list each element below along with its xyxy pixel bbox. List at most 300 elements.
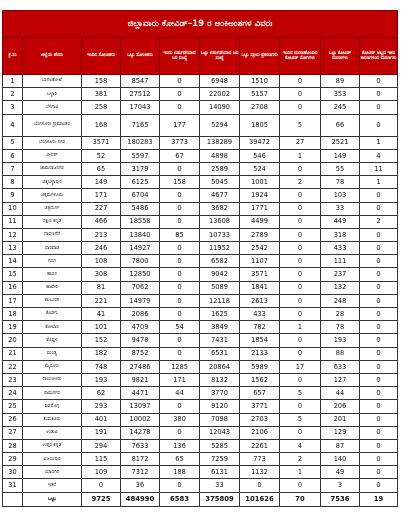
cell-total-discharged: 6948 <box>200 75 240 88</box>
cell-total-deaths: 28 <box>321 308 360 321</box>
cell-today-deaths: 0 <box>280 228 321 241</box>
cell-total-discharged: 12043 <box>200 426 240 439</box>
table-row <box>3 202 398 215</box>
cell-serial: 17 <box>3 294 23 307</box>
cell-serial: 25 <box>3 400 23 413</box>
table-row <box>3 321 398 334</box>
cell-total-deaths: 149 <box>321 149 360 162</box>
cell-total-positive: 14979 <box>121 294 160 307</box>
cell-active-cases: 433 <box>240 308 280 321</box>
cell-today-deaths: 0 <box>280 479 321 492</box>
cell-total-deaths: 201 <box>321 413 360 426</box>
cell-today-deaths: 0 <box>280 215 321 228</box>
cell-district: ರಾಯಚೂರು <box>23 373 82 386</box>
cell-total-positive: 4709 <box>121 321 160 334</box>
table-row <box>3 308 398 321</box>
cell-non-covid-deaths: 1 <box>360 176 398 189</box>
total-serial <box>3 492 23 506</box>
cell-non-covid-deaths: 0 <box>360 114 398 136</box>
cell-total-discharged: 6131 <box>200 466 240 479</box>
cell-non-covid-deaths: 11 <box>360 162 398 175</box>
cell-total-discharged: 33 <box>200 479 240 492</box>
cell-today-discharged: 67 <box>160 149 200 162</box>
cell-total-deaths: 3 <box>321 479 360 492</box>
cell-total-positive: 36 <box>121 479 160 492</box>
cell-total-positive: 14927 <box>121 242 160 255</box>
cell-district: ವಿಜಯಪುರ <box>23 453 82 466</box>
cell-total-discharged: 4677 <box>200 189 240 202</box>
cell-total-discharged: 4898 <box>200 149 240 162</box>
cell-district: ಕೊಡಗು <box>23 308 82 321</box>
cell-total-discharged: 3849 <box>200 321 240 334</box>
cell-total-deaths: 78 <box>321 321 360 334</box>
cell-today-deaths: 5 <box>280 387 321 400</box>
cell-today-positive: 0 <box>82 479 121 492</box>
cell-serial: 14 <box>3 255 23 268</box>
cell-total-positive: 18558 <box>121 215 160 228</box>
cell-active-cases: 2708 <box>240 101 280 114</box>
cell-active-cases: 1854 <box>240 334 280 347</box>
table-row <box>3 88 398 101</box>
cell-today-positive: 81 <box>82 281 121 294</box>
cell-today-positive: 62 <box>82 387 121 400</box>
cell-today-positive: 308 <box>82 268 121 281</box>
cell-serial: 9 <box>3 189 23 202</box>
cell-serial: 1 <box>3 75 23 88</box>
table-row <box>3 189 398 202</box>
cell-total-deaths: 245 <box>321 101 360 114</box>
cell-serial: 12 <box>3 228 23 241</box>
cell-today-positive: 108 <box>82 255 121 268</box>
table-row <box>3 466 398 479</box>
cell-active-cases: 1805 <box>240 114 280 136</box>
cell-total-discharged: 3682 <box>200 202 240 215</box>
cell-serial: 4 <box>3 114 23 136</box>
cell-district: ಇತರೆ <box>23 479 82 492</box>
header-district: ಜಿಲ್ಲೆಯ ಹೆಸರು <box>23 38 82 75</box>
cell-district: ಯಾದಗಿರಿ <box>23 466 82 479</box>
table-row <box>3 255 398 268</box>
cell-today-deaths: 0 <box>280 88 321 101</box>
cell-non-covid-deaths: 0 <box>360 268 398 281</box>
cell-district: ಕೊಪ್ಪಳ <box>23 334 82 347</box>
cell-today-discharged: 0 <box>160 242 200 255</box>
cell-district: ದಕ್ಷಿಣ ಕನ್ನಡ <box>23 215 82 228</box>
cell-total-deaths: 353 <box>321 88 360 101</box>
cell-today-deaths: 0 <box>280 294 321 307</box>
cell-non-covid-deaths: 0 <box>360 439 398 452</box>
cell-total-deaths: 193 <box>321 334 360 347</box>
cell-total-deaths: 127 <box>321 373 360 386</box>
cell-active-cases: 2789 <box>240 228 280 241</box>
total-today-positive: 9725 <box>82 492 121 506</box>
cell-total-deaths: 449 <box>321 215 360 228</box>
cell-district: ಚಿಕ್ಕಬಳ್ಳಾಪುರ <box>23 176 82 189</box>
cell-active-cases: 39472 <box>240 136 280 149</box>
cell-today-discharged: 85 <box>160 228 200 241</box>
cell-district: ಕೋಲಾರ <box>23 321 82 334</box>
cell-total-deaths: 633 <box>321 360 360 373</box>
cell-today-discharged: 136 <box>160 439 200 452</box>
table-row <box>3 426 398 439</box>
cell-today-positive: 381 <box>82 88 121 101</box>
cell-active-cases: 1107 <box>240 255 280 268</box>
cell-total-positive: 17043 <box>121 101 160 114</box>
cell-non-covid-deaths: 0 <box>360 360 398 373</box>
cell-total-deaths: 111 <box>321 255 360 268</box>
cell-serial: 2 <box>3 88 23 101</box>
cell-total-positive: 7633 <box>121 439 160 452</box>
cell-today-positive: 182 <box>82 347 121 360</box>
cell-total-positive: 27486 <box>121 360 160 373</box>
cell-total-positive: 8752 <box>121 347 160 360</box>
cell-today-positive: 109 <box>82 466 121 479</box>
cell-active-cases: 5989 <box>240 360 280 373</box>
total-today-discharged: 6583 <box>160 492 200 506</box>
cell-total-deaths: 89 <box>321 75 360 88</box>
cell-non-covid-deaths: 0 <box>360 373 398 386</box>
table-row <box>3 413 398 426</box>
cell-today-positive: 152 <box>82 334 121 347</box>
table-row <box>3 347 398 360</box>
cell-serial: 11 <box>3 215 23 228</box>
cell-serial: 20 <box>3 334 23 347</box>
cell-total-deaths: 33 <box>321 202 360 215</box>
cell-today-deaths: 27 <box>280 136 321 149</box>
cell-today-deaths: 0 <box>280 334 321 347</box>
title-bar <box>3 11 398 38</box>
cell-total-deaths: 78 <box>321 176 360 189</box>
cell-total-positive: 7165 <box>121 114 160 136</box>
cell-serial: 21 <box>3 347 23 360</box>
cell-serial: 22 <box>3 360 23 373</box>
cell-today-discharged: 0 <box>160 88 200 101</box>
cell-today-positive: 3571 <box>82 136 121 149</box>
cell-today-discharged: 0 <box>160 255 200 268</box>
cell-active-cases: 5157 <box>240 88 280 101</box>
cell-non-covid-deaths: 0 <box>360 75 398 88</box>
cell-today-positive: 158 <box>82 75 121 88</box>
cell-today-positive: 213 <box>82 228 121 241</box>
cell-serial: 30 <box>3 466 23 479</box>
cell-today-deaths: 0 <box>280 242 321 255</box>
cell-today-deaths: 0 <box>280 101 321 114</box>
cell-total-positive: 7062 <box>121 281 160 294</box>
cell-non-covid-deaths: 0 <box>360 228 398 241</box>
cell-total-discharged: 11952 <box>200 242 240 255</box>
table-row <box>3 479 398 492</box>
cell-non-covid-deaths: 0 <box>360 308 398 321</box>
cell-today-discharged: 177 <box>160 114 200 136</box>
cell-serial: 6 <box>3 149 23 162</box>
cell-district: ಚಿಕ್ಕಮಗಳೂರು <box>23 189 82 202</box>
cell-today-positive: 748 <box>82 360 121 373</box>
cell-today-deaths: 5 <box>280 114 321 136</box>
cell-total-positive: 8172 <box>121 453 160 466</box>
table-row <box>3 149 398 162</box>
cell-today-positive: 294 <box>82 439 121 452</box>
cell-total-discharged: 1625 <box>200 308 240 321</box>
cell-district: ಶಿವಮೊಗ್ಗ <box>23 400 82 413</box>
cell-active-cases: 3571 <box>240 268 280 281</box>
cell-total-deaths: 87 <box>321 439 360 452</box>
cell-total-deaths: 2521 <box>321 136 360 149</box>
cell-non-covid-deaths: 0 <box>360 202 398 215</box>
cell-serial: 8 <box>3 176 23 189</box>
cell-total-positive: 9478 <box>121 334 160 347</box>
cell-today-deaths: 0 <box>280 189 321 202</box>
cell-today-discharged: 0 <box>160 162 200 175</box>
cell-total-deaths: 44 <box>321 387 360 400</box>
cell-today-deaths: 1 <box>280 466 321 479</box>
cell-district: ಉಡುಪಿ <box>23 426 82 439</box>
cell-total-discharged: 5045 <box>200 176 240 189</box>
cell-today-positive: 149 <box>82 176 121 189</box>
cell-total-discharged: 14090 <box>200 101 240 114</box>
table-row <box>3 373 398 386</box>
title-row <box>3 2 398 11</box>
cell-today-deaths: 0 <box>280 347 321 360</box>
cell-total-discharged: 20864 <box>200 360 240 373</box>
cell-total-discharged: 10733 <box>200 228 240 241</box>
cell-total-positive: 6704 <box>121 189 160 202</box>
header-total-deaths: ಒಟ್ಟು ಕೋವಿಡ್ ಮರಣಗಳು <box>321 38 360 75</box>
cell-non-covid-deaths: 0 <box>360 242 398 255</box>
cell-non-covid-deaths: 0 <box>360 466 398 479</box>
cell-district: ಬೀದರ್ <box>23 149 82 162</box>
cell-active-cases: 524 <box>240 162 280 175</box>
cell-today-deaths: 2 <box>280 453 321 466</box>
cell-total-discharged: 3770 <box>200 387 240 400</box>
cell-today-discharged: 0 <box>160 268 200 281</box>
cell-total-discharged: 13608 <box>200 215 240 228</box>
cell-today-discharged: 0 <box>160 215 200 228</box>
cell-today-discharged: 158 <box>160 176 200 189</box>
cell-today-deaths: 17 <box>280 360 321 373</box>
cell-today-deaths: 0 <box>280 373 321 386</box>
header-today-positive: ಇಂದಿನ ಸೋಂಕಿತರು <box>82 38 121 75</box>
table-row <box>3 242 398 255</box>
cell-today-discharged: 0 <box>160 189 200 202</box>
cell-non-covid-deaths: 4 <box>360 149 398 162</box>
cell-today-positive: 65 <box>82 162 121 175</box>
cell-total-discharged: 12118 <box>200 294 240 307</box>
cell-district: ಬಾಗಲಕೋಟೆ <box>23 75 82 88</box>
cell-total-positive: 13097 <box>121 400 160 413</box>
cell-total-discharged: 6531 <box>200 347 240 360</box>
table-row <box>3 228 398 241</box>
cell-non-covid-deaths: 0 <box>360 189 398 202</box>
cell-active-cases: 773 <box>240 453 280 466</box>
cell-total-deaths: 433 <box>321 242 360 255</box>
cell-non-covid-deaths: 1 <box>360 136 398 149</box>
cell-non-covid-deaths: 0 <box>360 255 398 268</box>
cell-active-cases: 2133 <box>240 347 280 360</box>
cell-serial: 16 <box>3 281 23 294</box>
cell-total-positive: 13840 <box>121 228 160 241</box>
cell-active-cases: 1510 <box>240 75 280 88</box>
cell-today-positive: 227 <box>82 202 121 215</box>
cell-serial: 7 <box>3 162 23 175</box>
cell-serial: 28 <box>3 439 23 452</box>
header-row <box>3 38 398 75</box>
cell-today-positive: 246 <box>82 242 121 255</box>
cell-today-positive: 221 <box>82 294 121 307</box>
cell-non-covid-deaths: 0 <box>360 294 398 307</box>
cell-total-positive: 27512 <box>121 88 160 101</box>
cell-today-discharged: 0 <box>160 281 200 294</box>
cell-total-deaths: 129 <box>321 426 360 439</box>
cell-today-positive: 191 <box>82 426 121 439</box>
cell-total-discharged: 5089 <box>200 281 240 294</box>
header-total-positive: ಒಟ್ಟು ಸೋಂಕಿತರು <box>121 38 160 75</box>
header-serial: ಕ್ರ.ಸಂ <box>3 38 23 75</box>
cell-active-cases: 2261 <box>240 439 280 452</box>
cell-district: ದಾವಣಗೆರೆ <box>23 228 82 241</box>
cell-today-discharged: 65 <box>160 453 200 466</box>
cell-today-discharged: 0 <box>160 334 200 347</box>
cell-total-discharged: 9120 <box>200 400 240 413</box>
cell-today-positive: 168 <box>82 114 121 136</box>
header-non-covid-deaths: ಕೋವಿಡ್ ಅಲ್ಲದ ಇತರ ಕಾರಣಗಳಿಂದ ಮರಣಗಳು <box>360 38 398 75</box>
cell-total-deaths: 248 <box>321 294 360 307</box>
cell-serial: 3 <box>3 101 23 114</box>
cell-non-covid-deaths: 0 <box>360 347 398 360</box>
total-district: ಒಟ್ಟು <box>23 492 82 506</box>
cell-district: ಬೆಳಗಾವಿ <box>23 101 82 114</box>
cell-non-covid-deaths: 0 <box>360 453 398 466</box>
cell-total-deaths: 237 <box>321 268 360 281</box>
table-row <box>3 114 398 136</box>
total-total-deaths: 7536 <box>321 492 360 506</box>
cell-today-deaths: 0 <box>280 308 321 321</box>
cell-district: ಬೆಂಗಳೂರು ಗ್ರಾಮಾಂತರ <box>23 114 82 136</box>
cell-total-discharged: 138289 <box>200 136 240 149</box>
table-row <box>3 162 398 175</box>
cell-serial: 13 <box>3 242 23 255</box>
table-row <box>3 268 398 281</box>
cell-total-discharged: 7259 <box>200 453 240 466</box>
total-total-positive: 484990 <box>121 492 160 506</box>
table-row <box>3 453 398 466</box>
total-row <box>3 492 398 506</box>
cell-today-discharged: 44 <box>160 387 200 400</box>
cell-total-deaths: 318 <box>321 228 360 241</box>
total-today-deaths: 70 <box>280 492 321 506</box>
cell-active-cases: 1771 <box>240 202 280 215</box>
cell-total-discharged: 9042 <box>200 268 240 281</box>
cell-district: ಬಳ್ಳಾರಿ <box>23 88 82 101</box>
cell-today-positive: 466 <box>82 215 121 228</box>
cell-total-positive: 14278 <box>121 426 160 439</box>
cell-total-deaths: 55 <box>321 162 360 175</box>
cell-today-positive: 258 <box>82 101 121 114</box>
cell-total-deaths: 88 <box>321 347 360 360</box>
cell-today-discharged: 54 <box>160 321 200 334</box>
cell-today-positive: 41 <box>82 308 121 321</box>
cell-total-discharged: 7098 <box>200 413 240 426</box>
table-row <box>3 439 398 452</box>
cell-serial: 18 <box>3 308 23 321</box>
cell-total-deaths: 103 <box>321 189 360 202</box>
cell-today-discharged: 0 <box>160 347 200 360</box>
total-non-covid-deaths: 19 <box>360 492 398 506</box>
cell-total-discharged: 5285 <box>200 439 240 452</box>
cell-today-deaths: 0 <box>280 400 321 413</box>
cell-non-covid-deaths: 0 <box>360 426 398 439</box>
cell-non-covid-deaths: 2 <box>360 215 398 228</box>
cell-today-positive: 293 <box>82 400 121 413</box>
cell-total-positive: 5486 <box>121 202 160 215</box>
cell-today-positive: 115 <box>82 453 121 466</box>
cell-active-cases: 2106 <box>240 426 280 439</box>
cell-district: ಚಾಮರಾಜನಗರ <box>23 162 82 175</box>
cell-total-positive: 7800 <box>121 255 160 268</box>
cell-active-cases: 2613 <box>240 294 280 307</box>
cell-total-deaths: 132 <box>321 281 360 294</box>
table-row <box>3 400 398 413</box>
cell-district: ಕಲಬುರಗಿ <box>23 294 82 307</box>
table-row <box>3 334 398 347</box>
cell-total-positive: 4471 <box>121 387 160 400</box>
cell-non-covid-deaths: 0 <box>360 321 398 334</box>
cell-today-deaths: 0 <box>280 281 321 294</box>
cell-today-positive: 101 <box>82 321 121 334</box>
cell-serial: 23 <box>3 373 23 386</box>
cell-active-cases: 3771 <box>240 400 280 413</box>
cell-today-discharged: 0 <box>160 294 200 307</box>
cell-district: ಹಾವೇರಿ <box>23 281 82 294</box>
cell-district: ಧಾರವಾಡ <box>23 242 82 255</box>
cell-today-discharged: 0 <box>160 479 200 492</box>
cell-total-positive: 10002 <box>121 413 160 426</box>
cell-active-cases: 1841 <box>240 281 280 294</box>
cell-active-cases: 0 <box>240 479 280 492</box>
cell-active-cases: 782 <box>240 321 280 334</box>
table-row <box>3 176 398 189</box>
cell-active-cases: 546 <box>240 149 280 162</box>
cell-today-deaths: 2 <box>280 176 321 189</box>
cell-district: ರಾಮನಗರ <box>23 387 82 400</box>
cell-today-discharged: 380 <box>160 413 200 426</box>
cell-today-deaths: 0 <box>280 426 321 439</box>
cell-total-discharged: 22002 <box>200 88 240 101</box>
cell-today-discharged: 0 <box>160 202 200 215</box>
cell-today-discharged: 0 <box>160 400 200 413</box>
cell-active-cases: 2703 <box>240 413 280 426</box>
table-row <box>3 75 398 88</box>
cell-total-deaths: 140 <box>321 453 360 466</box>
total-active-cases: 101626 <box>240 492 280 506</box>
cell-total-discharged: 8132 <box>200 373 240 386</box>
cell-serial: 29 <box>3 453 23 466</box>
cell-district: ತುಮಕೂರು <box>23 413 82 426</box>
cell-non-covid-deaths: 0 <box>360 413 398 426</box>
total-total-discharged: 375809 <box>200 492 240 506</box>
cell-today-discharged: 0 <box>160 308 200 321</box>
cell-active-cases: 1562 <box>240 373 280 386</box>
cell-total-discharged: 6582 <box>200 255 240 268</box>
cell-non-covid-deaths: 0 <box>360 479 398 492</box>
cell-non-covid-deaths: 0 <box>360 334 398 347</box>
cell-today-discharged: 0 <box>160 75 200 88</box>
cell-today-positive: 52 <box>82 149 121 162</box>
cell-today-discharged: 0 <box>160 426 200 439</box>
cell-today-discharged: 188 <box>160 466 200 479</box>
cell-total-discharged: 5294 <box>200 114 240 136</box>
cell-total-positive: 7312 <box>121 466 160 479</box>
cell-total-discharged: 7431 <box>200 334 240 347</box>
